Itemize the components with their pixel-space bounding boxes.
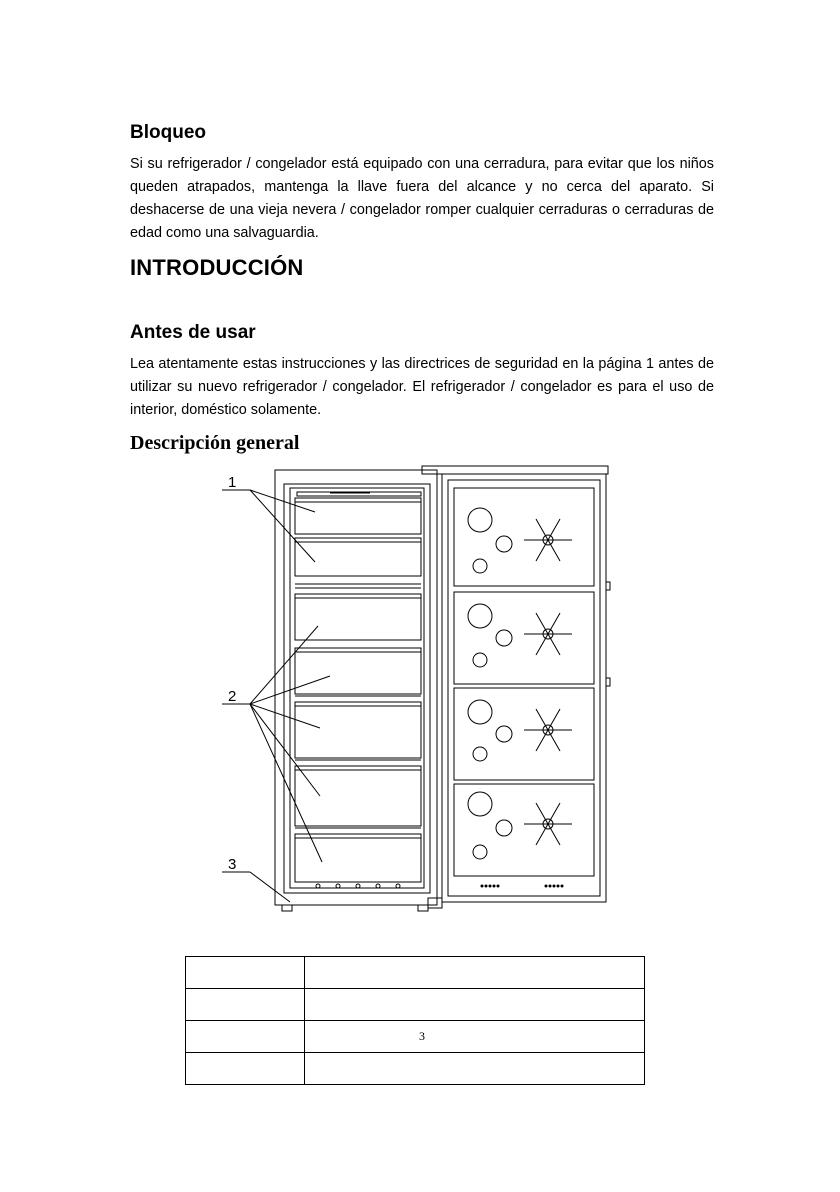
hinge-bottom <box>428 898 442 908</box>
door-bottom-vents <box>481 885 564 888</box>
section-title-before-use: Antes de usar <box>130 322 256 343</box>
table-row <box>186 1021 645 1053</box>
door-panel-1 <box>454 488 594 586</box>
callout-label-1: 1 <box>228 474 237 491</box>
cabinet-outline <box>275 470 437 905</box>
front-foot-right <box>418 905 428 911</box>
parts-table <box>185 956 645 1085</box>
callout-lines-2 <box>222 626 330 862</box>
table-row <box>186 957 645 989</box>
callout-label-3: 3 <box>228 856 237 873</box>
before-use-paragraph: Lea atentamente estas instrucciones y las directrices de seguridad en la página 1 antes de utilizar su nuevo refrigerador / congelador. El refrigerador / congelador es para el uso de interior, doméstico solamente. <box>130 356 714 418</box>
callout-lines-1 <box>222 490 315 562</box>
part-number-cell <box>186 989 305 1021</box>
door-panel-3 <box>454 688 594 780</box>
lock-paragraph: Si su refrigerador / congelador está equipado con una cerradura, para evitar que los niños queden atrapados, mantenga la llave fuera del alcance y no cerca del aparato. Si deshacerse de una vieja nevera / congelador romper cualquier cerraduras o cerraduras de edad como una salvaguardia. <box>130 156 714 241</box>
table-row <box>186 1053 645 1085</box>
bottom-vent <box>295 882 421 888</box>
table-row <box>186 989 645 1021</box>
freezer-diagram <box>210 462 620 914</box>
section-title-introduction: INTRODUCCIÓN <box>130 255 304 280</box>
part-description-cell <box>305 989 645 1021</box>
cabinet-inner-wall <box>284 484 430 893</box>
part-number-cell <box>186 1021 305 1053</box>
door-panel-4 <box>454 784 594 876</box>
section-title-lock: Bloqueo <box>130 122 206 143</box>
part-description-cell <box>305 957 645 989</box>
door-top-cap <box>422 466 608 474</box>
callout-label-2: 2 <box>228 688 237 705</box>
part-description-cell <box>305 1053 645 1085</box>
section-title-overview: Descripción general <box>130 432 300 454</box>
front-foot-left <box>282 905 292 911</box>
freezer-drawers <box>295 594 421 882</box>
part-number-cell <box>186 957 305 989</box>
part-number-cell <box>186 1053 305 1085</box>
part-description-cell: 3 <box>305 1021 645 1053</box>
callout-lines-3 <box>222 872 290 902</box>
door-panel-2 <box>454 592 594 684</box>
